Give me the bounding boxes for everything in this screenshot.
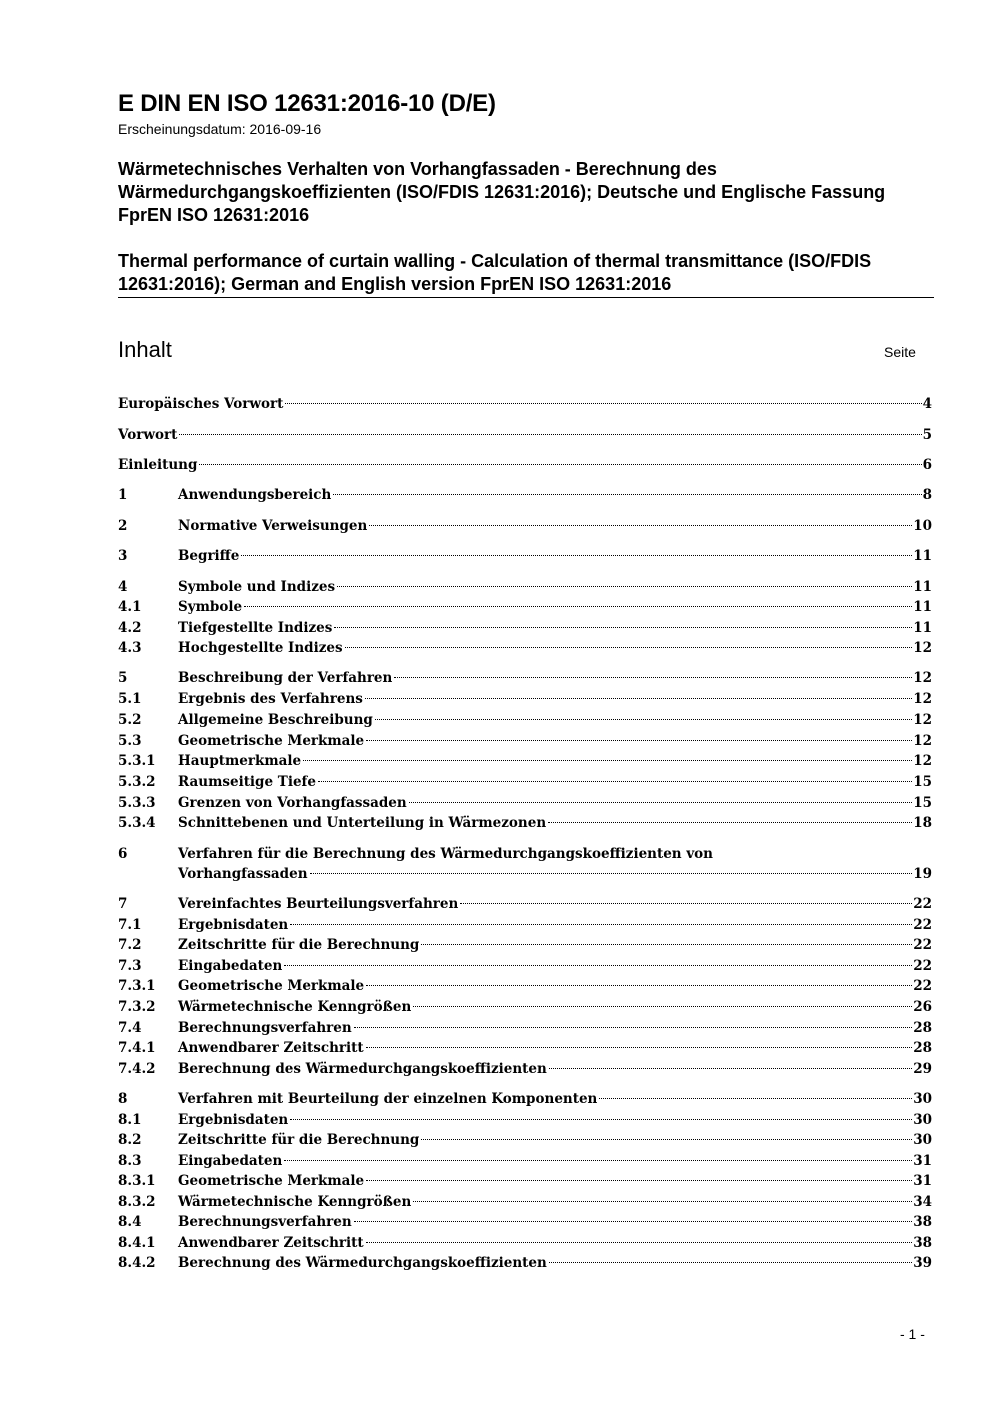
toc-entry[interactable] <box>118 997 932 1017</box>
toc-entry-title: Zeitschritte für die Berechnung <box>178 1132 420 1148</box>
toc-entry-page: 22 <box>913 917 932 933</box>
toc-entry-page: 18 <box>913 815 932 831</box>
toc-entry-title: Raumseitige Tiefe <box>178 774 316 790</box>
toc-entry-page: 29 <box>913 1061 932 1077</box>
document-title: E DIN EN ISO 12631:2016-10 (D/E) <box>118 90 496 117</box>
toc-entry-page: 22 <box>913 958 932 974</box>
toc-dot-leader <box>599 1098 912 1099</box>
toc-entry[interactable] <box>118 1233 932 1253</box>
toc-entry[interactable] <box>118 1192 932 1212</box>
toc-entry-number: 5.3 <box>118 733 142 749</box>
toc-entry-number: 7.2 <box>118 937 142 953</box>
toc-entry-page: 8 <box>922 487 932 503</box>
toc-entry-number: 5.2 <box>118 712 142 728</box>
toc-entry-page: 30 <box>913 1091 932 1107</box>
toc-entry-title: Ergebnisdaten <box>178 1112 289 1128</box>
toc-entry-page: 4 <box>922 396 932 412</box>
toc-entry[interactable] <box>118 689 932 709</box>
toc-entry-page: 31 <box>913 1153 932 1169</box>
toc-entry-title: Geometrische Merkmale <box>178 1173 365 1189</box>
toc-dot-leader <box>290 924 912 925</box>
toc-entry[interactable] <box>118 618 932 638</box>
toc-entry[interactable] <box>118 1038 932 1058</box>
toc-entry-title: Einleitung <box>118 457 198 473</box>
toc-entry-title: Europäisches Vorwort <box>118 396 284 412</box>
toc-entry[interactable] <box>118 546 932 566</box>
toc-entry-title: Symbole und Indizes <box>178 579 336 595</box>
toc-entry-title: Geometrische Merkmale <box>178 978 365 994</box>
toc-entry-number: 5.1 <box>118 691 142 707</box>
toc-entry-page: 39 <box>913 1255 932 1271</box>
toc-dot-leader <box>241 555 912 556</box>
toc-entry-title: Wärmetechnische Kenngrößen <box>178 999 412 1015</box>
toc-dot-leader <box>179 434 921 435</box>
toc-entry-page: 11 <box>913 579 932 595</box>
toc-entry-number: 7.1 <box>118 917 142 933</box>
toc-entry-title: Allgemeine Beschreibung <box>178 712 373 728</box>
toc-entry-page: 11 <box>913 599 932 615</box>
toc-entry-page: 10 <box>913 518 932 534</box>
toc-entry-title: Begriffe <box>178 548 240 564</box>
toc-entry-title: Vorwort <box>118 427 178 443</box>
toc-entry[interactable] <box>118 813 932 833</box>
toc-entry-page: 11 <box>913 548 932 564</box>
toc-entry[interactable] <box>118 638 932 658</box>
toc-entry-page: 12 <box>913 733 932 749</box>
toc-dot-leader <box>413 1006 912 1007</box>
toc-dot-leader <box>284 1160 912 1161</box>
toc-entry[interactable] <box>118 1151 932 1171</box>
toc-dot-leader <box>366 740 912 741</box>
toc-dot-leader <box>354 1027 913 1028</box>
toc-dot-leader <box>421 1139 912 1140</box>
toc-entry-page: 12 <box>913 670 932 686</box>
toc-entry-number: 4.1 <box>118 599 142 615</box>
toc-entry-number: 8.4.1 <box>118 1235 156 1251</box>
toc-entry[interactable] <box>118 1253 932 1273</box>
toc-dot-leader <box>333 494 921 495</box>
toc-dot-leader <box>394 677 912 678</box>
toc-entry-number: 2 <box>118 518 128 534</box>
toc-dot-leader <box>244 606 912 607</box>
toc-entry-number: 4 <box>118 579 128 595</box>
toc-entry-title: Geometrische Merkmale <box>178 733 365 749</box>
toc-page-column-label: Seite <box>884 344 916 360</box>
toc-entry[interactable] <box>118 668 932 688</box>
toc-entry-number: 7.4.1 <box>118 1040 156 1056</box>
toc-entry[interactable] <box>118 394 932 414</box>
toc-entry-page: 19 <box>913 866 932 882</box>
toc-entry[interactable] <box>118 1110 932 1130</box>
toc-entry-number: 8 <box>118 1091 128 1107</box>
toc-entry-title: Schnittebenen und Unterteilung in Wärmezonen <box>178 815 547 831</box>
toc-entry[interactable] <box>118 1212 932 1232</box>
toc-dot-leader <box>369 525 912 526</box>
toc-entry[interactable] <box>118 1130 932 1150</box>
toc-entry-title: Symbole <box>178 599 243 615</box>
toc-entry-page: 38 <box>913 1235 932 1251</box>
toc-entry-number: 7.3.2 <box>118 999 156 1015</box>
toc-entry[interactable] <box>118 894 932 914</box>
toc-entry-page: 15 <box>913 795 932 811</box>
toc-entry-page: 30 <box>913 1132 932 1148</box>
toc-entry-title: Tiefgestellte Indizes <box>178 620 333 636</box>
toc-entry[interactable] <box>118 956 932 976</box>
toc-entry-title: Verfahren für die Berechnung des Wärmedurchgangskoeffizienten von <box>178 846 713 862</box>
toc-entry-title: Wärmetechnische Kenngrößen <box>178 1194 412 1210</box>
toc-dot-leader <box>413 1201 912 1202</box>
toc-dot-leader <box>345 647 913 648</box>
toc-entry-page: 22 <box>913 896 932 912</box>
toc-entry[interactable] <box>118 455 932 475</box>
toc-entry-number: 7.4.2 <box>118 1061 156 1077</box>
toc-dot-leader <box>354 1221 913 1222</box>
toc-dot-leader <box>549 1068 912 1069</box>
toc-entry-title: Berechnungsverfahren <box>178 1214 352 1230</box>
toc-entry-page: 11 <box>913 620 932 636</box>
toc-entry[interactable] <box>118 772 932 792</box>
toc-entry-number: 4.2 <box>118 620 142 636</box>
toc-dot-leader <box>284 965 912 966</box>
table-of-contents <box>118 0 932 1403</box>
toc-entry-number: 8.3.1 <box>118 1173 156 1189</box>
toc-dot-leader <box>460 903 912 904</box>
toc-entry-title: Grenzen von Vorhangfassaden <box>178 795 407 811</box>
toc-entry-number: 4.3 <box>118 640 142 656</box>
toc-dot-leader <box>334 627 912 628</box>
toc-entry[interactable] <box>118 793 932 813</box>
toc-entry-number: 8.4.2 <box>118 1255 156 1271</box>
toc-entry[interactable] <box>118 976 932 996</box>
toc-entry-title: Hochgestellte Indizes <box>178 640 343 656</box>
toc-dot-leader <box>549 1262 912 1263</box>
toc-entry-number: 8.2 <box>118 1132 142 1148</box>
toc-heading: Inhalt <box>118 337 172 362</box>
toc-entry-page: 38 <box>913 1214 932 1230</box>
toc-entry-number: 5 <box>118 670 128 686</box>
toc-entry-page: 28 <box>913 1040 932 1056</box>
toc-entry-page: 12 <box>913 753 932 769</box>
toc-entry-number: 8.1 <box>118 1112 142 1128</box>
toc-entry-number: 3 <box>118 548 128 564</box>
toc-dot-leader <box>548 822 912 823</box>
toc-entry-title: Hauptmerkmale <box>178 753 302 769</box>
toc-entry-number: 6 <box>118 846 128 862</box>
toc-entry[interactable] <box>118 710 932 730</box>
toc-dot-leader <box>366 1047 913 1048</box>
toc-entry-page: 30 <box>913 1112 932 1128</box>
toc-dot-leader <box>285 403 921 404</box>
toc-entry-title: Vereinfachtes Beurteilungsverfahren <box>178 896 459 912</box>
toc-entry-title: Anwendbarer Zeitschritt <box>178 1235 364 1251</box>
toc-entry-title: Verfahren mit Beurteilung der einzelnen Komponenten <box>178 1091 598 1107</box>
toc-entry-page: 12 <box>913 640 932 656</box>
toc-entry[interactable] <box>118 516 932 536</box>
toc-entry-title: Berechnung des Wärmedurchgangskoeffizienten <box>178 1255 547 1271</box>
toc-entry-page: 5 <box>922 427 932 443</box>
toc-entry-page: 12 <box>913 691 932 707</box>
toc-entry-page: 34 <box>913 1194 932 1210</box>
toc-entry-number: 5.3.3 <box>118 795 156 811</box>
toc-entry-number: 5.3.4 <box>118 815 156 831</box>
toc-entry-page: 31 <box>913 1173 932 1189</box>
toc-entry[interactable] <box>118 731 932 751</box>
toc-entry-title: Anwendbarer Zeitschritt <box>178 1040 364 1056</box>
toc-entry-number: 7 <box>118 896 128 912</box>
publication-date: Erscheinungsdatum: 2016-09-16 <box>118 121 322 137</box>
toc-entry-title: Berechnungsverfahren <box>178 1020 352 1036</box>
toc-entry-number: 8.4 <box>118 1214 142 1230</box>
toc-entry-page: 28 <box>913 1020 932 1036</box>
toc-entry-title: Anwendungsbereich <box>178 487 332 503</box>
toc-dot-leader <box>375 719 912 720</box>
toc-entry-title: Zeitschritte für die Berechnung <box>178 937 420 953</box>
toc-entry-page: 22 <box>913 937 932 953</box>
toc-dot-leader <box>366 985 912 986</box>
toc-entry[interactable] <box>118 1059 932 1079</box>
toc-entry-page: 22 <box>913 978 932 994</box>
toc-entry-number: 8.3.2 <box>118 1194 156 1210</box>
toc-entry-title: Ergebnisdaten <box>178 917 289 933</box>
toc-entry-number: 5.3.2 <box>118 774 156 790</box>
toc-entry[interactable] <box>118 597 932 617</box>
toc-entry[interactable] <box>118 1089 932 1109</box>
toc-entry[interactable] <box>118 1171 932 1191</box>
toc-entry-title: Ergebnis des Verfahrens <box>178 691 363 707</box>
toc-entry-page: 26 <box>913 999 932 1015</box>
toc-entry[interactable] <box>118 425 932 445</box>
toc-entry[interactable] <box>118 577 932 597</box>
toc-entry-page: 12 <box>913 712 932 728</box>
toc-dot-leader <box>365 698 912 699</box>
title-english: Thermal performance of curtain walling - Calculation of thermal transmittance (ISO/FDIS 12631:2016); German and English version FprEN ISO 12631:2016 <box>118 251 872 294</box>
toc-entry[interactable] <box>118 915 932 935</box>
toc-entry-page: 6 <box>922 457 932 473</box>
toc-dot-leader <box>199 464 921 465</box>
toc-entry-number: 7.3 <box>118 958 142 974</box>
toc-dot-leader <box>366 1242 913 1243</box>
toc-entry-title: Normative Verweisungen <box>178 518 368 534</box>
toc-dot-leader <box>290 1119 912 1120</box>
toc-dot-leader <box>337 586 912 587</box>
toc-entry[interactable] <box>118 846 932 884</box>
toc-entry[interactable] <box>118 935 932 955</box>
toc-dot-leader <box>409 802 913 803</box>
toc-entry[interactable] <box>118 751 932 771</box>
toc-dot-leader <box>310 873 913 874</box>
toc-entry-page: 15 <box>913 774 932 790</box>
toc-entry-title: Vorhangfassaden <box>178 866 308 882</box>
toc-entry-title: Eingabedaten <box>178 958 283 974</box>
toc-entry-number: 7.3.1 <box>118 978 156 994</box>
toc-dot-leader <box>318 781 912 782</box>
title-german: Wärmetechnisches Verhalten von Vorhangfassaden - Berechnung des Wärmedurchgangskoeffizienten (ISO/FDIS 12631:2016); Deutsche und Englische Fassung FprEN ISO 12631:2016 <box>118 159 886 225</box>
toc-entry-title: Berechnung des Wärmedurchgangskoeffizienten <box>178 1061 547 1077</box>
toc-entry-number: 8.3 <box>118 1153 142 1169</box>
toc-dot-leader <box>421 944 912 945</box>
toc-entry[interactable] <box>118 1018 932 1038</box>
toc-dot-leader <box>303 760 912 761</box>
toc-entry-number: 7.4 <box>118 1020 142 1036</box>
toc-entry-title: Eingabedaten <box>178 1153 283 1169</box>
page-number: - 1 - <box>900 1326 925 1342</box>
toc-entry-number: 1 <box>118 487 128 503</box>
toc-entry[interactable] <box>118 485 932 505</box>
toc-entry-number: 5.3.1 <box>118 753 156 769</box>
toc-dot-leader <box>366 1180 912 1181</box>
toc-entry-title: Beschreibung der Verfahren <box>178 670 393 686</box>
